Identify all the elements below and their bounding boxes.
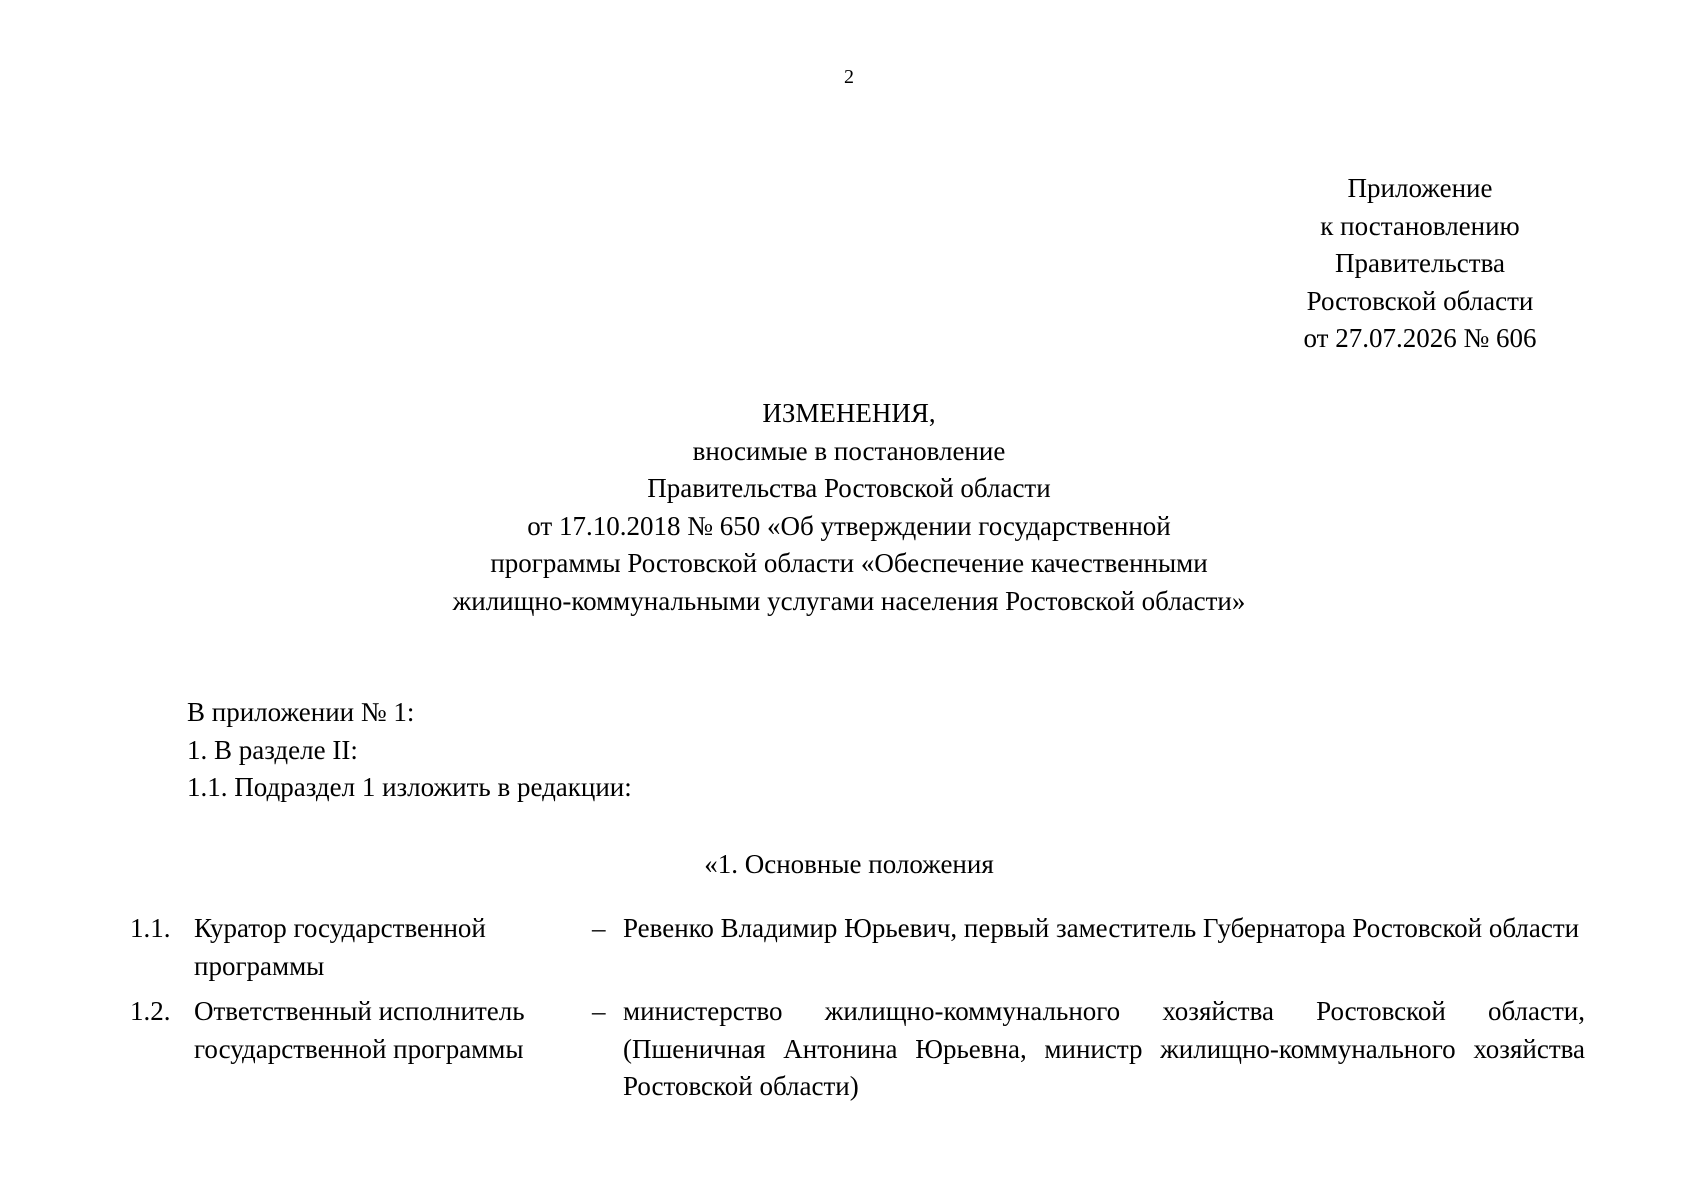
heading-line: от 17.10.2018 № 650 «Об утверждении государственной xyxy=(527,510,1171,541)
provision-number: 1.2. xyxy=(130,996,171,1026)
heading-title: ИЗМЕНЕНИЯ, xyxy=(762,398,936,428)
appendix-block xyxy=(1260,170,1580,358)
intro-line: 1.1. Подраздел 1 изложить в редакции: xyxy=(187,772,632,802)
provision-row xyxy=(130,993,1590,1106)
provision-label: Куратор государственной программы xyxy=(194,913,486,981)
appendix-line: Правительства xyxy=(1335,248,1505,278)
appendix-line: от 27.07.2026 № 606 xyxy=(1303,323,1537,353)
provision-dash: – xyxy=(592,913,606,943)
provision-value: министерство жилищно-коммунального хозяйства Ростовской области, (Пшеничная Антонина Юрьевна, министр жилищно-коммунального хозяйства Ростовской области) xyxy=(623,996,1585,1101)
provision-dash: – xyxy=(592,996,606,1026)
heading-line: Правительства Ростовской области xyxy=(647,473,1051,503)
heading-line: вносимые в постановление xyxy=(692,435,1006,466)
provision-value: Ревенко Владимир Юрьевич, первый заместитель Губернатора Ростовской области xyxy=(623,913,1580,943)
heading-line: программы Ростовской области «Обеспечение качественными xyxy=(490,548,1208,578)
provisions-table xyxy=(130,910,1590,1114)
appendix-line: к постановлению xyxy=(1320,210,1520,241)
document-heading xyxy=(0,395,1698,620)
intro-line: 1. В разделе II: xyxy=(187,734,358,765)
subsection-title: «1. Основные положения xyxy=(704,849,994,879)
provision-label: Ответственный исполнитель государственной программы xyxy=(194,996,525,1064)
intro-line: В приложении № 1: xyxy=(187,697,415,727)
page-number: 2 xyxy=(844,66,854,88)
appendix-line: Приложение xyxy=(1347,173,1493,203)
provision-number: 1.1. xyxy=(130,913,171,943)
appendix-line: Ростовской области xyxy=(1306,285,1534,316)
heading-line: жилищно-коммунальными услугами населения Ростовской области» xyxy=(452,585,1246,616)
provision-row xyxy=(130,910,1590,985)
intro-block xyxy=(187,694,632,807)
